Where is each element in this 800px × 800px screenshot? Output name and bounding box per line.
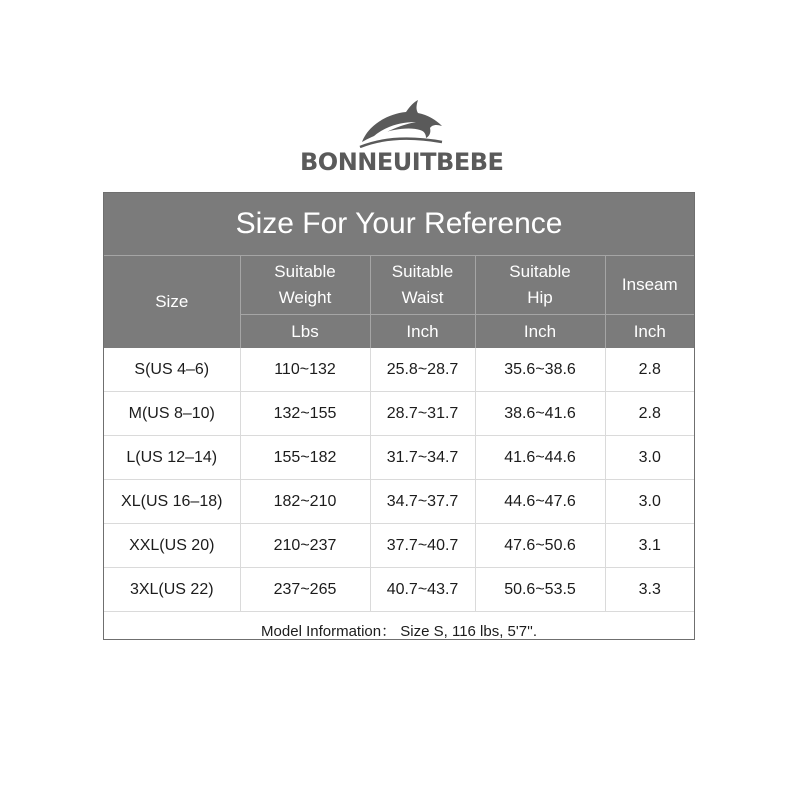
cell-waist: 31.7~34.7 bbox=[370, 436, 475, 480]
cell-weight: 237~265 bbox=[240, 568, 370, 612]
cell-waist: 40.7~43.7 bbox=[370, 568, 475, 612]
cell-weight: 132~155 bbox=[240, 392, 370, 436]
cell-hip: 50.6~53.5 bbox=[475, 568, 605, 612]
cell-size: XL(US 16–18) bbox=[104, 480, 240, 524]
cell-waist: 37.7~40.7 bbox=[370, 524, 475, 568]
size-chart bbox=[103, 192, 695, 640]
cell-inseam: 3.1 bbox=[605, 524, 694, 568]
cell-inseam: 3.0 bbox=[605, 436, 694, 480]
column-header-weight: Suitable Weight bbox=[240, 256, 370, 315]
cell-hip: 35.6~38.6 bbox=[475, 348, 605, 392]
cell-weight: 210~237 bbox=[240, 524, 370, 568]
cell-waist: 28.7~31.7 bbox=[370, 392, 475, 436]
model-information: Model Information： Size S, 116 lbs, 5'7''. bbox=[261, 623, 537, 640]
cell-size: XXL(US 20) bbox=[104, 524, 240, 568]
cell-hip: 41.6~44.6 bbox=[475, 436, 605, 480]
cell-weight: 182~210 bbox=[240, 480, 370, 524]
cell-hip: 44.6~47.6 bbox=[475, 480, 605, 524]
brand-name: BONNEUITBEBE bbox=[300, 148, 504, 176]
table-row bbox=[104, 392, 694, 436]
table-row bbox=[104, 348, 694, 392]
column-header-inseam: Inseam bbox=[605, 256, 694, 315]
cell-inseam: 2.8 bbox=[605, 348, 694, 392]
cell-inseam: 3.0 bbox=[605, 480, 694, 524]
unit-weight: Lbs bbox=[240, 315, 370, 349]
cell-waist: 34.7~37.7 bbox=[370, 480, 475, 524]
table-row bbox=[104, 524, 694, 568]
table-row bbox=[104, 568, 694, 612]
cell-size: 3XL(US 22) bbox=[104, 568, 240, 612]
cell-size: L(US 12–14) bbox=[104, 436, 240, 480]
column-header-hip: Suitable Hip bbox=[475, 256, 605, 315]
dolphin-icon bbox=[358, 98, 444, 148]
brand-logo bbox=[300, 98, 504, 178]
cell-inseam: 2.8 bbox=[605, 392, 694, 436]
cell-waist: 25.8~28.7 bbox=[370, 348, 475, 392]
table-row bbox=[104, 436, 694, 480]
cell-hip: 38.6~41.6 bbox=[475, 392, 605, 436]
cell-weight: 110~132 bbox=[240, 348, 370, 392]
column-header-size: Size bbox=[104, 256, 240, 349]
cell-size: S(US 4–6) bbox=[104, 348, 240, 392]
table-title: Size For Your Reference bbox=[104, 193, 694, 256]
table-row bbox=[104, 480, 694, 524]
size-table bbox=[104, 193, 694, 649]
column-header-waist: Suitable Waist bbox=[370, 256, 475, 315]
cell-inseam: 3.3 bbox=[605, 568, 694, 612]
cell-hip: 47.6~50.6 bbox=[475, 524, 605, 568]
unit-waist: Inch bbox=[370, 315, 475, 349]
unit-inseam: Inch bbox=[605, 315, 694, 349]
cell-weight: 155~182 bbox=[240, 436, 370, 480]
cell-size: M(US 8–10) bbox=[104, 392, 240, 436]
unit-hip: Inch bbox=[475, 315, 605, 349]
